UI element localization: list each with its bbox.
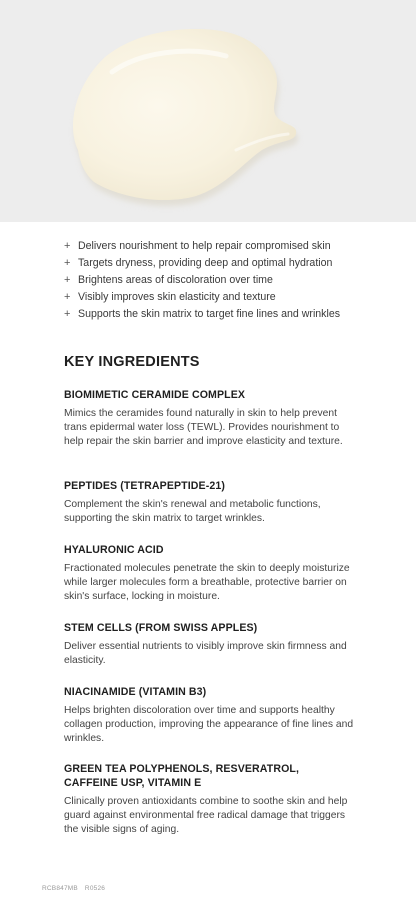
ingredient-block bbox=[64, 388, 354, 450]
benefit-text: Targets dryness, providing deep and optimal hydration bbox=[78, 257, 333, 269]
benefit-item bbox=[64, 272, 404, 289]
ingredient-name: GREEN TEA POLYPHENOLS, RESVERATROL, CAFFEINE USP, VITAMIN E bbox=[64, 763, 300, 789]
benefit-text: Supports the skin matrix to target fine lines and wrinkles bbox=[78, 308, 341, 320]
benefit-item bbox=[64, 255, 404, 272]
ingredient-description: Mimics the ceramides found naturally in skin to help prevent trans epidermal water loss (TEWL). Provides nourishment to help repair the skin barrier and improve elasticity and texture. bbox=[64, 408, 343, 448]
key-ingredients-heading: KEY INGREDIENTS bbox=[64, 354, 200, 370]
ingredient-name: STEM CELLS (FROM SWISS APPLES) bbox=[64, 622, 258, 634]
benefit-item bbox=[64, 289, 404, 306]
revision-code-text: R0526 bbox=[84, 885, 106, 892]
benefit-item bbox=[64, 238, 404, 255]
product-code-text: RCB847MB bbox=[42, 885, 78, 892]
benefit-text: Brightens areas of discoloration over time bbox=[78, 274, 273, 286]
ingredient-description: Complement the skin's renewal and metabolic functions, supporting the skin matrix to target wrinkles. bbox=[64, 499, 321, 525]
ingredient-block bbox=[64, 621, 354, 668]
plus-icon: + bbox=[64, 257, 71, 269]
plus-icon: + bbox=[64, 240, 71, 252]
benefit-item bbox=[64, 306, 404, 323]
ingredient-block bbox=[64, 479, 354, 526]
ingredient-name: PEPTIDES (TETRAPEPTIDE-21) bbox=[64, 480, 225, 492]
cream-swatch-image bbox=[0, 0, 416, 222]
ingredient-name: NIACINAMIDE (VITAMIN B3) bbox=[64, 686, 207, 698]
plus-icon: + bbox=[64, 291, 71, 303]
ingredient-name: HYALURONIC ACID bbox=[64, 544, 164, 556]
benefits-list bbox=[64, 238, 404, 323]
ingredient-block bbox=[64, 685, 354, 747]
hero-image bbox=[0, 0, 416, 222]
benefit-text: Visibly improves skin elasticity and texture bbox=[78, 291, 276, 303]
ingredient-name: BIOMIMETIC CERAMIDE COMPLEX bbox=[64, 389, 246, 401]
ingredient-description: Deliver essential nutrients to visibly improve skin firmness and elasticity. bbox=[64, 641, 347, 667]
ingredient-description: Fractionated molecules penetrate the skin to deeply moisturize while larger molecules form a breathable, protective barrier on skin's surface, locking in moisture. bbox=[64, 563, 350, 603]
ingredient-description: Helps brighten discoloration over time and supports healthy collagen production, improving the appearance of fine lines and wrinkles. bbox=[64, 705, 354, 745]
benefit-text: Delivers nourishment to help repair compromised skin bbox=[78, 240, 331, 252]
plus-icon: + bbox=[64, 308, 71, 320]
plus-icon: + bbox=[64, 274, 71, 286]
product-code bbox=[42, 885, 105, 892]
ingredient-block bbox=[64, 762, 354, 838]
ingredient-block bbox=[64, 543, 354, 605]
ingredient-description: Clinically proven antioxidants combine to soothe skin and help guard against environmental free radical damage that triggers the visible signs of aging. bbox=[64, 796, 348, 836]
